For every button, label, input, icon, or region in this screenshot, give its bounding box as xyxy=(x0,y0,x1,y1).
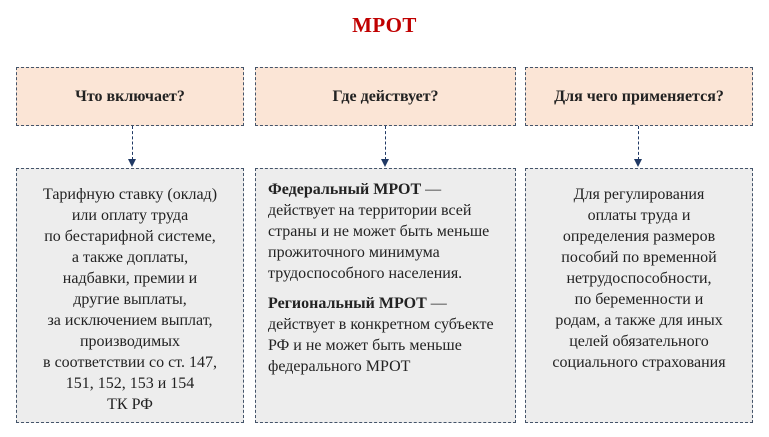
connector-line-2 xyxy=(385,126,386,160)
header-what-for: Для чего применяется? xyxy=(525,67,753,126)
arrow-down-icon xyxy=(381,159,389,167)
diagram-title: МРОТ xyxy=(352,13,417,37)
regional-mrot-paragraph xyxy=(268,293,505,377)
text-line: ТК РФ xyxy=(107,396,153,413)
arrow-down-icon xyxy=(634,159,642,167)
text-line: за исключением выплат, xyxy=(47,312,213,329)
arrow-down-icon xyxy=(128,159,136,167)
text-line: надбавки, премии и xyxy=(62,270,198,287)
regional-mrot-text: — действует в конкретном субъекте РФ и не может быть меньше федерального МРОТ xyxy=(268,295,494,375)
text-line: другие выплаты, xyxy=(73,291,187,308)
text-line: социального страхования xyxy=(552,354,726,371)
text-line: оплаты труда и xyxy=(587,207,691,224)
text-line: нетрудоспособности, xyxy=(566,270,712,287)
text-line: в соответствии со ст. 147, xyxy=(43,354,217,371)
text-line: родам, а также для иных xyxy=(555,312,723,329)
federal-mrot-term: Федеральный МРОТ xyxy=(268,181,422,198)
text-line: по беременности и xyxy=(574,291,704,308)
text-line: пособий по временной xyxy=(561,249,717,266)
federal-mrot-paragraph xyxy=(268,179,505,284)
text-line: производимых xyxy=(79,333,180,350)
text-line: Для регулирования xyxy=(573,186,705,203)
content-box-where-applies xyxy=(255,168,516,423)
header-where-applies: Где действует? xyxy=(255,67,516,126)
text-line: определения размеров xyxy=(562,228,716,245)
connector-line-1 xyxy=(132,126,133,160)
content-box-what-includes xyxy=(16,168,244,423)
connector-line-3 xyxy=(638,126,639,160)
text-line: целей обязательного xyxy=(569,333,709,350)
federal-mrot-text: — действует на территории всей страны и не может быть меньше прожиточного минимума трудоспособного населения. xyxy=(268,181,490,282)
text-line: Тарифную ставку (оклад) xyxy=(42,186,218,203)
text-line: 151, 152, 153 и 154 xyxy=(65,375,195,392)
text-line: по бестарифной системе, xyxy=(44,228,216,245)
header-what-includes: Что включает? xyxy=(16,67,244,126)
text-line: а также доплаты, xyxy=(71,249,189,266)
regional-mrot-term: Региональный МРОТ xyxy=(268,295,427,312)
text-line: или оплату труда xyxy=(71,207,189,224)
content-box-what-for xyxy=(525,168,753,423)
